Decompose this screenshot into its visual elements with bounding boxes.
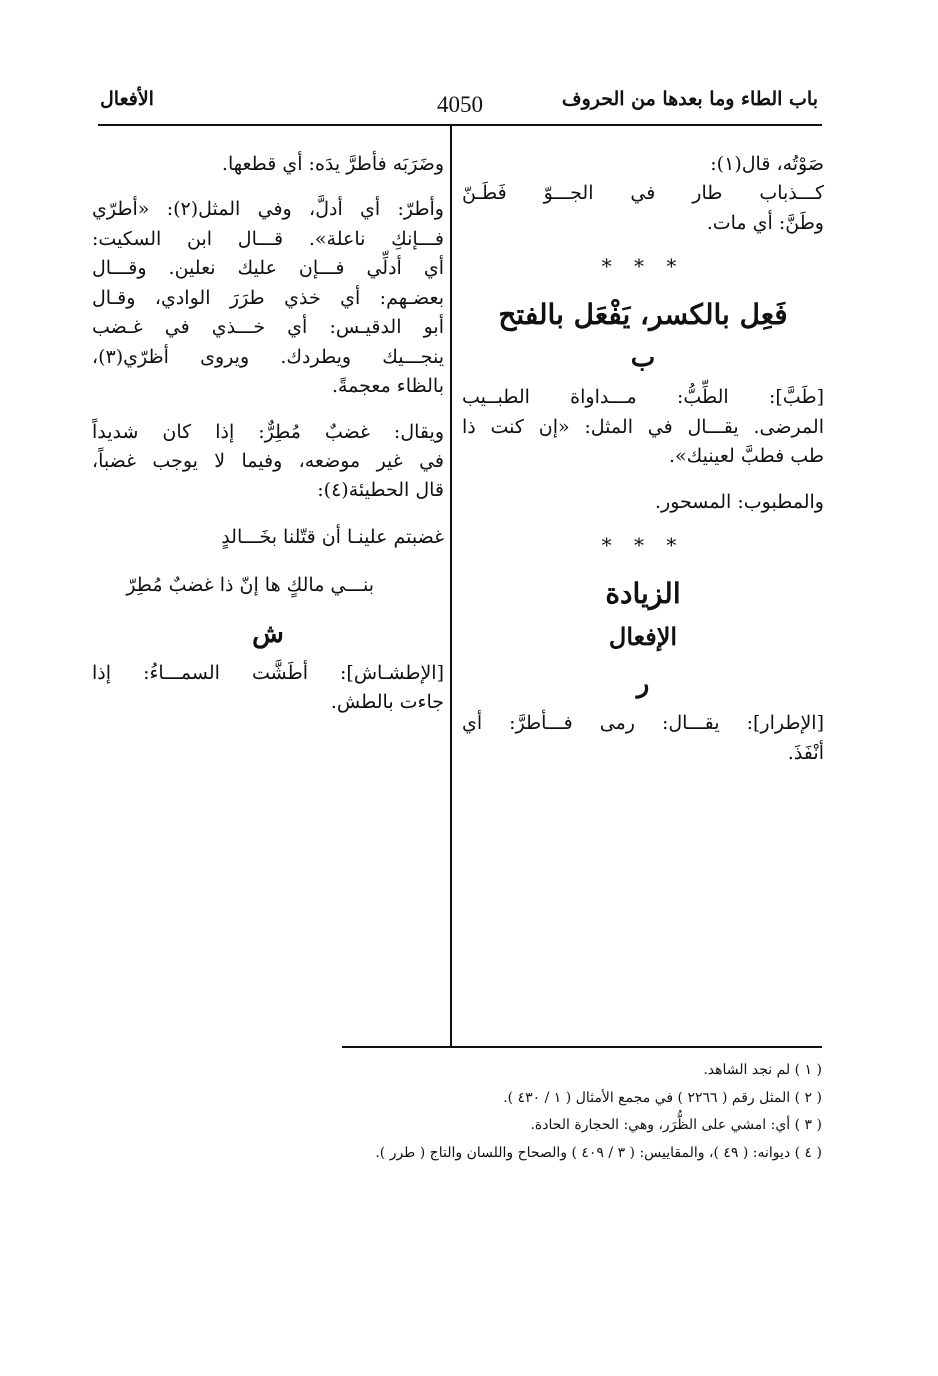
text-line: قال الحطيئة(٤): <box>317 479 444 502</box>
text-line: في غير موضعه، وفيما لا يوجب غضباً، <box>92 449 444 472</box>
column-divider <box>450 124 452 1046</box>
text-line: أي أدلِّي فـــإن عليك نعلين. وقـــال <box>92 257 444 280</box>
text-line: [الإطشـاش]: أطَشَّت السمـــاءُ: إذا <box>92 661 444 684</box>
letter-heading: ر <box>636 669 650 700</box>
text-line: ينجـــيك ويطردك. ويروى أظرّي(٣)، <box>92 345 444 368</box>
page-number: 4050 <box>437 92 483 117</box>
entry-tabb <box>462 383 824 471</box>
text-line: جاءت بالطش. <box>330 691 444 714</box>
text-line: ويقال: غضبٌ مُطِرٌّ: إذا كان شديداً <box>92 420 444 443</box>
text-line: أبو الدقيـس: أي خـــذي في غـضب <box>92 316 444 339</box>
entry-atarra <box>92 195 444 401</box>
header-rule <box>98 124 822 126</box>
text-line: طب فطبَّ لعينيك». <box>668 445 824 468</box>
text-line: بالظاء معجمةً. <box>331 375 444 398</box>
footnote: ( ٤ ) ديوانه: ( ٤٩ )، والمقاييس: ( ٣ / ٤٠٩ ) والصحاح واللسان والتاج ( طرر ). <box>375 1145 822 1162</box>
footnotes <box>340 1060 822 1171</box>
left-column <box>92 150 444 733</box>
text-line: فـــإنكِ ناعلة». قـــال ابن السكيت: <box>92 227 444 250</box>
entry-atarra-yadah: وضَرَبَه فأطرَّ يدَه: أي قطعها. <box>221 153 444 175</box>
letter-heading: ب <box>630 343 656 374</box>
text-line: المرضى. يقـــال في المثل: «إن كنت ذا <box>462 415 824 438</box>
text-line: صَوْتُه، قال(١): <box>710 153 824 175</box>
footnote: ( ١ ) لم نجد الشاهد. <box>703 1062 822 1078</box>
subsection-heading-ifal: الإفعال <box>608 622 678 652</box>
text-line: [طَبَّ]: الطِّبُّ: مـــداواة الطبــيب <box>462 386 824 409</box>
text-line: وطَنَّ: أي مات. <box>706 211 824 234</box>
footnote: ( ٣ ) أي: امشي على الظُّرَر، وهي: الحجارة الحادة. <box>530 1117 822 1134</box>
footnote: ( ٢ ) المثل رقم ( ٢٢٦٦ ) في مجمع الأمثال ( ١ / ٤٣٠ ). <box>503 1089 822 1106</box>
section-separator: * * * <box>601 533 685 558</box>
entry-matbub: والمطبوب: المسحور. <box>655 490 824 513</box>
letter-heading: ش <box>252 618 284 649</box>
verse-line: كـــذباب طار في الجـــوّ فَطَـنّ <box>462 182 824 205</box>
intro-paragraph <box>462 150 824 238</box>
text-line: بعضـهم: أي خذي طرَرَ الوادي، وقـال <box>92 286 444 309</box>
section-heading: فَعِل بالكسر، يَفْعَل بالفتح <box>498 298 788 332</box>
entry-itshash <box>92 659 444 718</box>
text-line: وأطرّ: أي أدلَّ، وفي المثل(٢): «أطرّي <box>92 198 444 221</box>
verse-line-1: غضبتم علينـا أن قتّلنا بخَـــالدٍ <box>221 525 444 548</box>
text-line: أنْفَذَ. <box>787 741 824 764</box>
right-column <box>462 150 824 784</box>
entry-itrar <box>462 709 824 768</box>
footnote-rule <box>342 1046 822 1048</box>
running-head-section: الأفعال <box>100 88 154 110</box>
entry-mutirr <box>92 418 444 506</box>
section-separator: * * * <box>601 254 685 279</box>
verse-line-2: بنـــي مالكٍ ها إنّ ذا غضبٌ مُطِرّ <box>126 574 374 597</box>
section-heading-ziyada: الزيادة <box>605 577 681 611</box>
running-head-chapter: باب الطاء وما بعدها من الحروف <box>561 88 818 110</box>
text-line: [الإطرار]: يقـــال: رمى فـــأطرَّ: أي <box>462 712 824 735</box>
